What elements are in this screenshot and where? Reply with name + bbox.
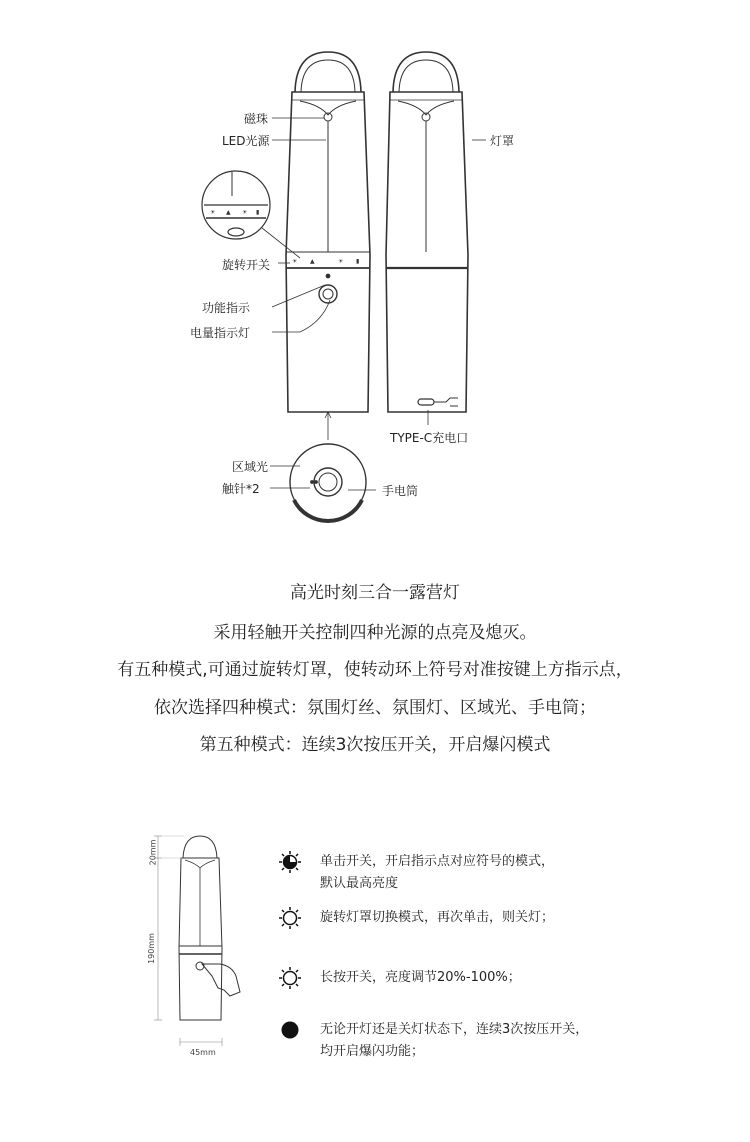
bottom-view-drawing bbox=[290, 444, 366, 521]
left-lamp-drawing bbox=[286, 52, 370, 412]
switch-zoom-detail bbox=[202, 171, 300, 258]
description-line-1: 有五种模式,可通过旋转灯罩，使转动环上符号对准按键上方指示点， bbox=[117, 660, 633, 680]
svg-text:▮: ▮ bbox=[356, 258, 360, 265]
instruction-item-4 bbox=[320, 1019, 720, 1063]
dimension-drawing bbox=[140, 830, 260, 1070]
svg-text:☀: ☀ bbox=[338, 258, 344, 265]
instruction-text: 单击开关，开启指示点对应符号的模式， bbox=[320, 854, 555, 869]
label-contact-pins: 触针*2 bbox=[222, 482, 260, 496]
product-diagram bbox=[0, 0, 750, 560]
instruction-item-1 bbox=[320, 851, 720, 895]
label-led-source: LED光源 bbox=[222, 134, 270, 148]
label-magnet-bead: 磁珠 bbox=[244, 112, 269, 126]
sun-outline-icon bbox=[278, 906, 302, 930]
instruction-item-3 bbox=[320, 967, 720, 989]
instruction-text: 旋转灯罩切换模式，再次单击，则关灯； bbox=[320, 910, 555, 925]
label-battery-indicator: 电量指示灯 bbox=[190, 326, 251, 340]
label-flashlight: 手电筒 bbox=[382, 484, 419, 498]
instruction-item-2 bbox=[320, 907, 720, 929]
half-sun-icon bbox=[278, 850, 302, 874]
product-title: 高光时刻三合一露营灯 bbox=[290, 583, 460, 603]
svg-text:▲: ▲ bbox=[226, 209, 231, 216]
label-function-indicator: 功能指示 bbox=[202, 301, 251, 315]
dimension-body: 190mm bbox=[146, 933, 156, 964]
description-line-2: 依次选择四种模式：氛围灯丝、氛围灯、区域光、手电筒； bbox=[154, 698, 596, 718]
svg-text:☀: ☀ bbox=[242, 209, 248, 216]
label-lamp-cover: 灯罩 bbox=[490, 134, 515, 148]
description-line-3: 第五种模式：连续3次按压开关，开启爆闪模式 bbox=[199, 735, 551, 755]
dimension-top: 20mm bbox=[148, 839, 158, 866]
instruction-text: 默认最高亮度 bbox=[320, 876, 399, 891]
product-subtitle: 采用轻触开关控制四种光源的点亮及熄灭。 bbox=[213, 623, 537, 643]
dimension-width: 45mm bbox=[190, 1048, 216, 1057]
instruction-text: 长按开关，亮度调节20%-100%； bbox=[320, 970, 521, 985]
label-rotary-switch: 旋转开关 bbox=[222, 258, 271, 272]
instruction-text: 无论开灯还是关灯状态下，连续3次按压开关， bbox=[320, 1022, 589, 1037]
label-area-light: 区域光 bbox=[232, 460, 269, 474]
svg-text:▲: ▲ bbox=[310, 258, 315, 265]
label-type-c-port: TYPE-C充电口 bbox=[390, 431, 469, 445]
filled-dot-icon bbox=[280, 1020, 300, 1040]
sun-outline-icon bbox=[278, 966, 302, 990]
svg-text:☀: ☀ bbox=[292, 258, 298, 265]
instruction-text: 均开启爆闪功能； bbox=[320, 1044, 425, 1059]
svg-text:▮: ▮ bbox=[256, 209, 260, 216]
right-lamp-drawing bbox=[386, 52, 468, 412]
svg-text:☀: ☀ bbox=[210, 209, 216, 216]
